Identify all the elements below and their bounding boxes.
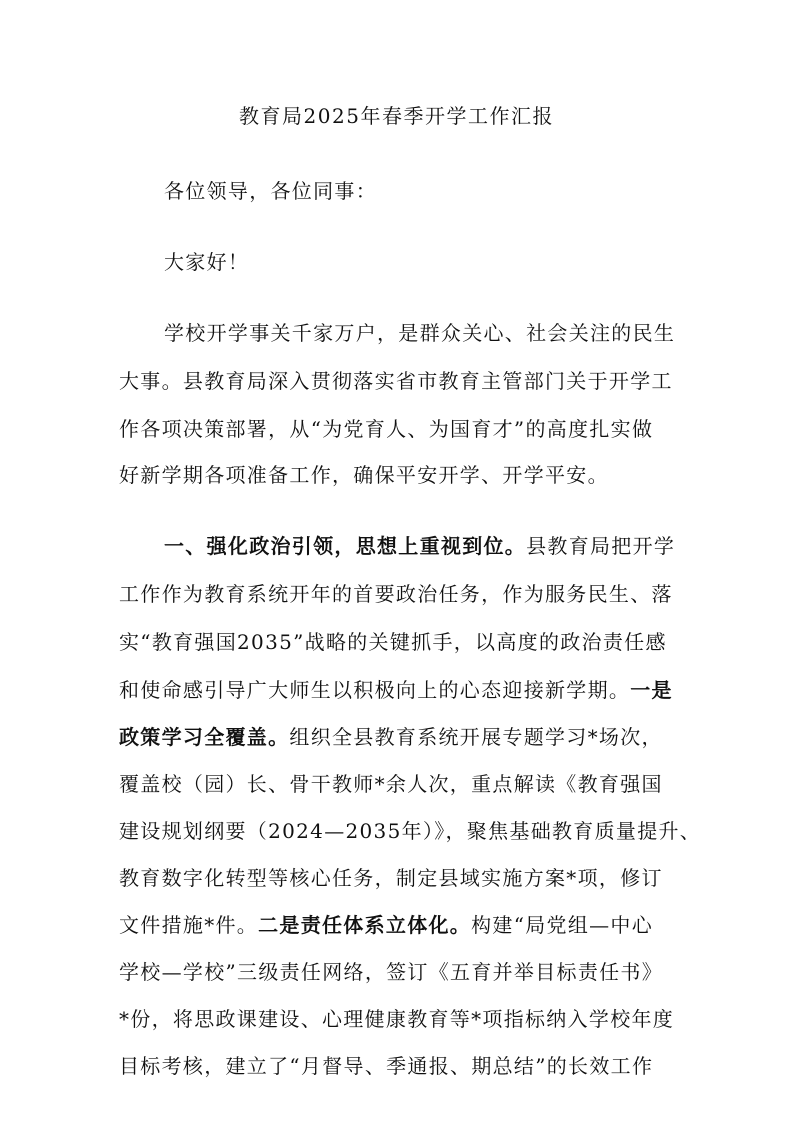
section1-line9-rest: 构建“局党组—中心	[471, 913, 654, 937]
hello-line: 大家好！	[164, 250, 250, 274]
document-title: 教育局2025年春季开学工作汇报	[239, 104, 554, 128]
section1-heading: 一、强化政治引领，思想上重视到位。	[164, 534, 527, 558]
section1-line-3: 实“教育强国2035”战略的关键抓手，以高度的政治责任感	[119, 630, 667, 654]
section1-line9-text: 文件措施*件。	[119, 913, 259, 937]
point-one-label: 一是	[630, 678, 673, 702]
section1-line-10: 学校—学校”三级责任网络，签订《五育并举目标责任书》	[119, 960, 664, 984]
intro-line-1: 学校开学事关千家万户，是群众关心、社会关注的民生	[164, 321, 676, 345]
section1-line-7: 建设规划纲要（2024—2035年）》，聚焦基础教育质量提升、	[119, 819, 702, 843]
point-one-heading: 政策学习全覆盖。	[119, 725, 290, 749]
section1-line-2: 工作作为教育系统开年的首要政治任务，作为服务民生、落	[119, 582, 673, 606]
section1-line5-text: 组织全县教育系统开展专题学习*场次，	[289, 725, 663, 749]
intro-line-3: 作各项决策部署，从“为党育人、为国育才”的高度扎实做	[119, 417, 654, 441]
section1-line-5	[119, 722, 663, 752]
intro-line-2: 大事。县教育局深入贯彻落实省市教育主管部门关于开学工	[119, 369, 673, 393]
section1-line-4	[119, 675, 673, 705]
section1-line-8: 教育数字化转型等核心任务，制定县域实施方案*项，修订	[119, 866, 663, 890]
section1-line-11: *份，将思政课建设、心理健康教育等*项指标纳入学校年度	[119, 1007, 675, 1031]
section1-line-1	[164, 531, 675, 561]
greeting: 各位领导，各位同事：	[164, 179, 377, 203]
section1-line4-text: 和使命感引导广大师生以积极向上的心态迎接新学期。	[119, 678, 631, 702]
section1-line1-text: 县教育局把开学	[526, 534, 676, 558]
section1-line-12: 目标考核，建立了“月督导、季通报、期总结”的长效工作	[119, 1054, 654, 1078]
intro-line-4: 好新学期各项准备工作，确保平安开学、开学平安。	[119, 463, 609, 487]
point-two-heading: 二是责任体系立体化。	[258, 913, 472, 937]
section1-line-6: 覆盖校（园）长、骨干教师*余人次，重点解读《教育强国	[119, 772, 663, 796]
section1-line-9	[119, 910, 653, 940]
